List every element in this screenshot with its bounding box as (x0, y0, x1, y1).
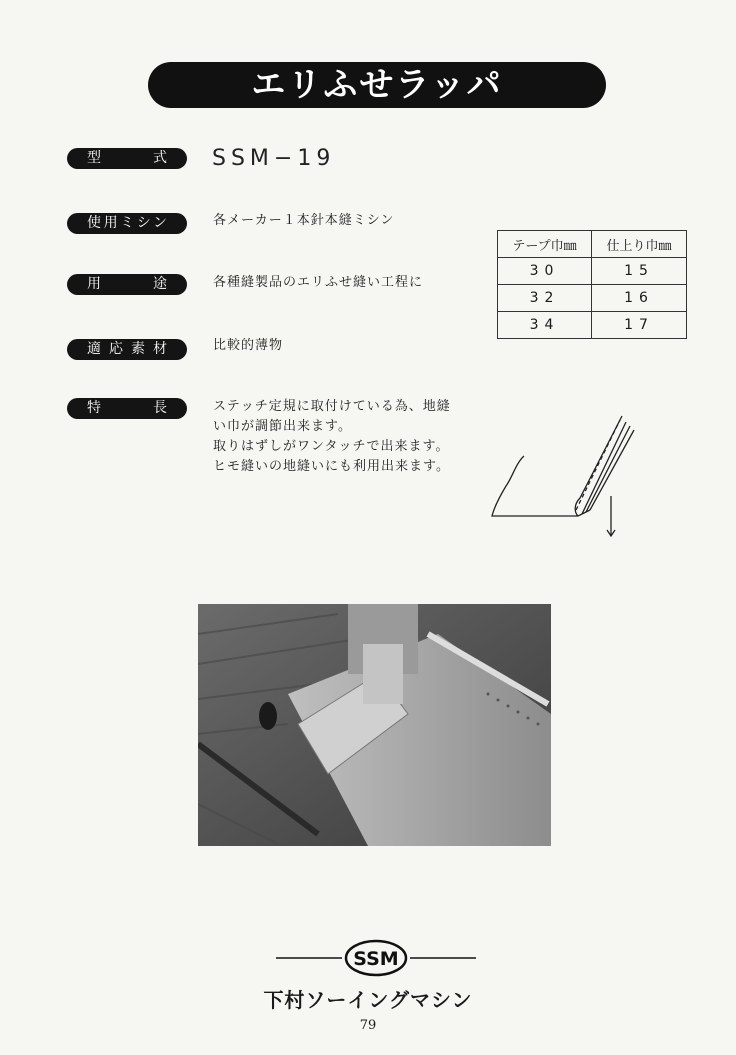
model-value: SSM−19 (212, 146, 336, 171)
table-cell: 30 (498, 258, 592, 285)
table-cell: 17 (592, 312, 687, 339)
table-row (498, 258, 687, 285)
feature-line: ヒモ縫いの地縫いにも利用出来ます。 (213, 459, 450, 474)
feature-line: い巾が調節出来ます。 (213, 419, 352, 434)
company-name: 下村ソーイングマシン (263, 988, 473, 1012)
header-tape-width: テープ巾㎜ (498, 231, 592, 258)
label-machine: 使用ミシン (67, 213, 187, 234)
product-photo (198, 604, 551, 846)
page-number: 79 (359, 1018, 377, 1033)
table-row (498, 312, 687, 339)
usage-value: 各種縫製品のエリふせ縫い工程に (213, 275, 424, 290)
header-finished-width: 仕上り巾㎜ (592, 231, 687, 258)
table-header-row (498, 231, 687, 258)
table-cell: 34 (498, 312, 592, 339)
features-list (213, 397, 451, 477)
page-title: エリふせラッパ (251, 65, 503, 105)
label-features: 特長 (67, 398, 187, 419)
label-model: 型式 (67, 148, 187, 169)
machine-value: 各メーカー１本針本縫ミシン (213, 213, 395, 228)
material-value: 比較的薄物 (213, 338, 284, 353)
feature-line: 取りはずしがワンタッチで出来ます。 (213, 439, 450, 454)
table-cell: 15 (592, 258, 687, 285)
label-usage: 用途 (67, 274, 187, 295)
title-banner (148, 62, 606, 108)
table-cell: 32 (498, 285, 592, 312)
size-table (497, 230, 687, 339)
label-material: 適応素材 (67, 339, 187, 360)
ssm-logo (276, 936, 476, 980)
fold-diagram (488, 408, 668, 538)
table-row (498, 285, 687, 312)
feature-line: ステッチ定規に取付けている為、地縫 (213, 399, 451, 414)
table-cell: 16 (592, 285, 687, 312)
logo-text: SSM (353, 948, 399, 970)
